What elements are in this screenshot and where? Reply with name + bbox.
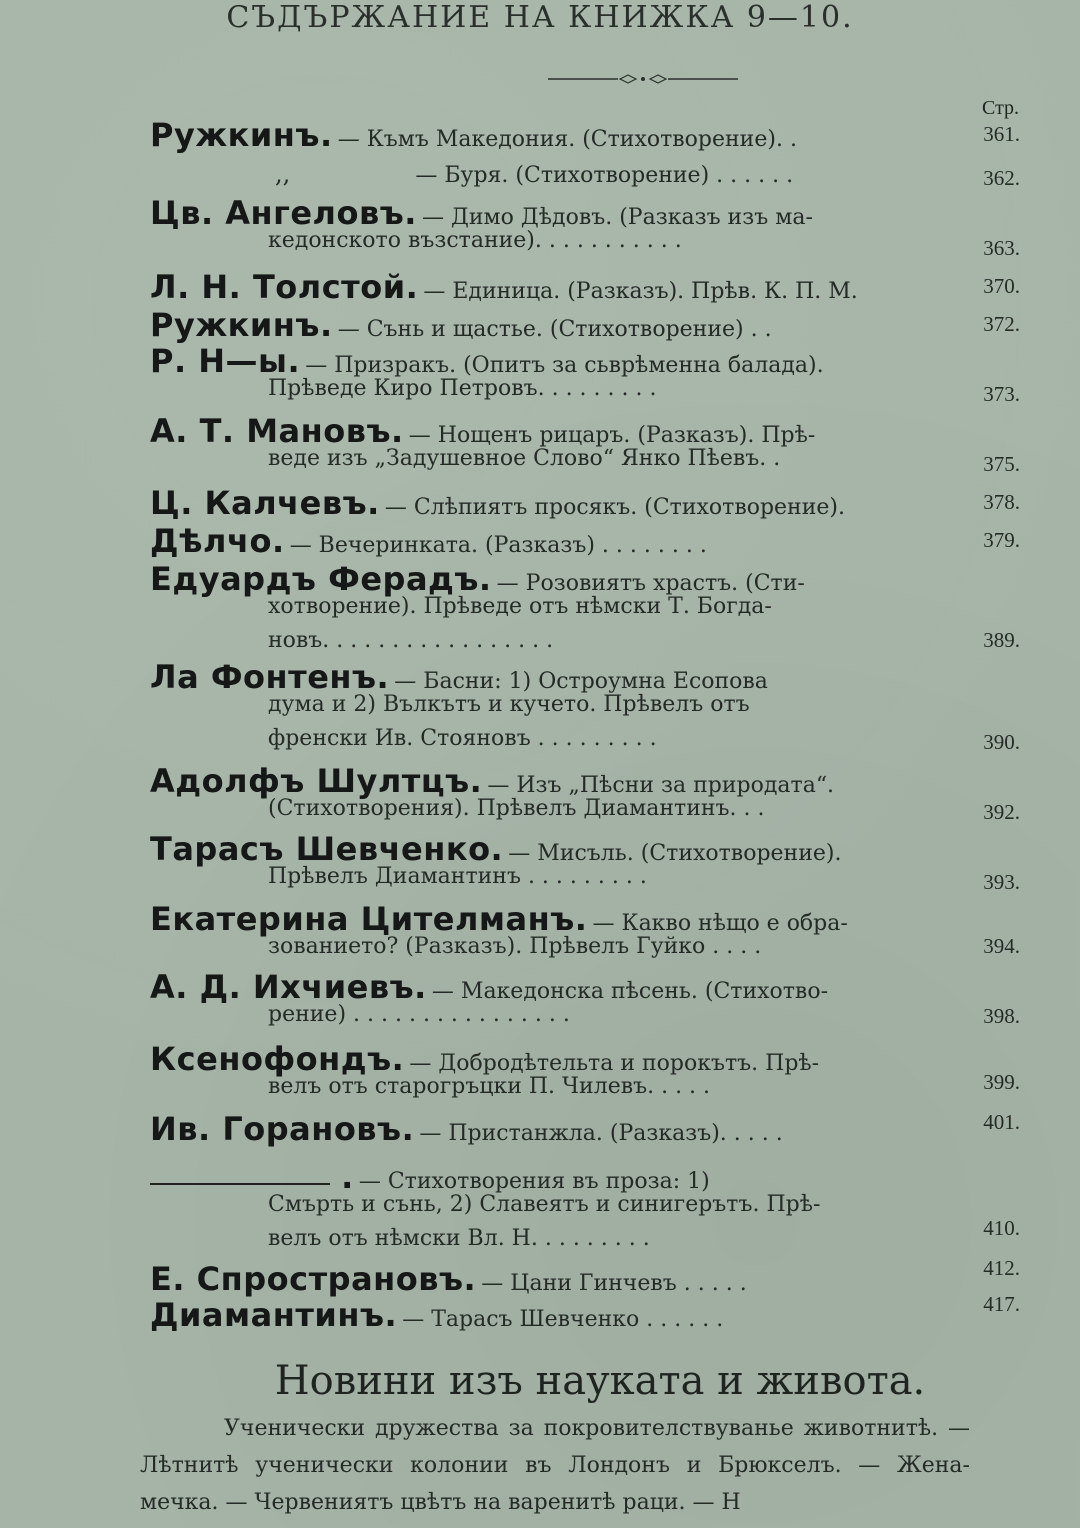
author-dash-placeholder bbox=[150, 1183, 330, 1185]
toc-page-number: 393. bbox=[983, 870, 1020, 894]
toc-author-ditto: ,, bbox=[275, 160, 291, 188]
toc-title-line: — Изъ „Пѣсни за природата“. bbox=[487, 773, 835, 798]
toc-author: Р. Н—ы. bbox=[150, 342, 301, 380]
toc-page-number: 390. bbox=[983, 730, 1020, 754]
toc-title-line: Прѣвелъ Диамантинъ . . . . . . . . . bbox=[268, 864, 647, 889]
toc-page-number: 417. bbox=[983, 1292, 1020, 1316]
toc-page-number: 372. bbox=[983, 312, 1020, 336]
toc-entry bbox=[150, 1292, 1020, 1334]
toc-title-line: — Мисъль. (Стихотворение). bbox=[508, 841, 842, 866]
toc-entry bbox=[150, 762, 1020, 830]
toc-author: Ц. Калчевъ. bbox=[150, 484, 380, 522]
toc-entry bbox=[150, 1110, 1020, 1148]
toc-title-line: — Призракъ. (Опитъ за сьврѣменна балада). bbox=[305, 353, 824, 378]
toc-entry bbox=[150, 1158, 1020, 1260]
page-column-label: Стр. bbox=[982, 97, 1020, 119]
toc-entry bbox=[150, 968, 1020, 1036]
toc-entry bbox=[150, 1256, 1020, 1298]
toc-title-line: зованието? (Разказъ). Прѣвелъ Гуйко . . . . bbox=[268, 934, 762, 959]
toc-title-line: — Слѣпиятъ просякъ. (Стихотворение). bbox=[384, 495, 845, 520]
toc-title-line: — Пристанжла. (Разказъ). . . . . bbox=[419, 1121, 783, 1146]
toc-author: Дѣлчо. bbox=[150, 522, 285, 560]
toc-page-number: 398. bbox=[983, 1004, 1020, 1028]
toc-page-number: 399. bbox=[983, 1070, 1020, 1094]
toc-title-line: — Димо Дѣдовъ. (Разказъ изъ ма- bbox=[422, 205, 813, 230]
toc-entry bbox=[150, 160, 1020, 194]
toc-entry bbox=[150, 560, 1020, 662]
toc-page-number: 394. bbox=[983, 934, 1020, 958]
toc-page-number: 373. bbox=[983, 382, 1020, 406]
toc-title-line: новъ. . . . . . . . . . . . . . . . . bbox=[268, 628, 554, 653]
toc-author: Ла Фонтенъ. bbox=[150, 658, 390, 696]
toc-entry bbox=[150, 342, 1020, 410]
toc-author: . bbox=[341, 1158, 354, 1196]
toc-author: Ив. Горановъ. bbox=[150, 1110, 415, 1148]
toc-title-line: велъ отъ нѣмски Вл. Н. . . . . . . . . bbox=[268, 1226, 650, 1251]
toc-title-line: хотворение). Прѣведе отъ нѣмски Т. Богда- bbox=[268, 594, 772, 619]
toc-title-line: веде изъ „Задушевное Слово“ Янко Пѣевъ. . bbox=[268, 446, 781, 471]
toc-title-line: велъ отъ старогръцки П. Чилевъ. . . . . bbox=[268, 1074, 711, 1099]
toc-title-line: кедонското възстание). . . . . . . . . . . bbox=[268, 228, 682, 253]
toc-entry bbox=[150, 522, 1020, 560]
toc-page-number: 362. bbox=[983, 166, 1020, 190]
toc-title-line: — Буря. (Стихотворение) . . . . . . bbox=[415, 163, 794, 188]
toc-author: Л. Н. Толстой. bbox=[150, 268, 419, 306]
toc-title-line: (Стихотворения). Прѣвелъ Диамантинъ. . . bbox=[268, 796, 765, 821]
toc-entry bbox=[150, 658, 1020, 760]
toc-author: Диамантинъ. bbox=[150, 1296, 398, 1334]
toc-author: Екатерина Цителманъ. bbox=[150, 900, 588, 938]
toc-title-line: рение) . . . . . . . . . . . . . . . . bbox=[268, 1002, 570, 1027]
news-paragraph: Ученически дружества за покровителствуванье животнитѣ. — Лѣтнитѣ ученически колонии въ Лондонъ и Брюкселъ. — Жена-мечка. — Червениятъ цвѣтъ на варенитѣ раци. — Н bbox=[140, 1416, 970, 1515]
toc-title-line: — Вечеринката. (Разказъ) . . . . . . . . bbox=[289, 533, 707, 558]
toc-author: Ружкинъ. bbox=[150, 306, 333, 344]
toc-title-line: — Добродѣтельта и порокътъ. Прѣ- bbox=[409, 1051, 820, 1076]
toc-page-number: 370. bbox=[983, 274, 1020, 298]
toc-entry bbox=[150, 116, 1020, 154]
toc-entry bbox=[150, 268, 1020, 306]
toc-title-line: — Розовиятъ храстъ. (Сти- bbox=[496, 571, 805, 596]
toc-title-line: — Сънь и щастье. (Стихотворение) . . bbox=[337, 317, 772, 342]
toc-page-number: 410. bbox=[983, 1216, 1020, 1240]
toc-author: Е. Спространовъ. bbox=[150, 1260, 477, 1298]
toc-title-line: — Какво нѣщо е обра- bbox=[592, 911, 848, 936]
toc-entry bbox=[150, 306, 1020, 344]
toc-title-line: — Тарасъ Шевченко . . . . . . bbox=[402, 1307, 724, 1332]
toc-page-number: 363. bbox=[983, 236, 1020, 260]
toc-title-line: — Македонска пѣсень. (Стихотво- bbox=[431, 979, 828, 1004]
toc-entry bbox=[150, 830, 1020, 898]
toc-title-line: — Стихотворения въ проза: 1) bbox=[358, 1169, 710, 1194]
toc-page-number: 412. bbox=[983, 1256, 1020, 1280]
toc-page-number: 361. bbox=[983, 122, 1020, 146]
toc-author: А. Т. Мановъ. bbox=[150, 412, 404, 450]
toc-page-number: 401. bbox=[983, 1110, 1020, 1134]
ornament-divider bbox=[548, 72, 738, 86]
toc-title-line: — Единица. (Разказъ). Прѣв. К. П. М. bbox=[423, 279, 858, 304]
toc-author: Адолфъ Шултцъ. bbox=[150, 762, 483, 800]
toc-title-line: дума и 2) Вълкътъ и кучето. Прѣвелъ отъ bbox=[268, 692, 750, 717]
toc-page-number: 375. bbox=[983, 452, 1020, 476]
toc-author: Цв. Ангеловъ. bbox=[150, 194, 417, 232]
section-title: Новини изъ науката и живота. bbox=[274, 1358, 926, 1404]
toc-page-number: 389. bbox=[983, 628, 1020, 652]
toc-entry bbox=[150, 900, 1020, 968]
toc-author: Ружкинъ. bbox=[150, 116, 333, 154]
toc-title-line: — Къмъ Македония. (Стихотворение). . bbox=[337, 127, 797, 152]
toc-title-line: — Цани Гинчевъ . . . . . bbox=[481, 1271, 747, 1296]
toc-title-line: Смърть и сънь, 2) Славеятъ и синигерътъ. Прѣ- bbox=[268, 1192, 821, 1217]
toc-title-line: — Басни: 1) Остроумна Есопова bbox=[394, 669, 768, 694]
toc-entry bbox=[150, 484, 1020, 522]
toc-page-number: 379. bbox=[983, 528, 1020, 552]
toc-author: Едуардъ Ферадъ. bbox=[150, 560, 492, 598]
toc-entry bbox=[150, 1040, 1020, 1108]
page-title: СЪДЪРЖАНИЕ НА КНИЖКА 9—10. bbox=[226, 0, 854, 35]
toc-author: Тарасъ Шевченко. bbox=[150, 830, 504, 868]
toc-entry bbox=[150, 412, 1020, 480]
toc-author: Ксенофондъ. bbox=[150, 1040, 405, 1078]
toc-title-line: — Нощенъ рицаръ. (Разказъ). Прѣ- bbox=[408, 423, 816, 448]
toc-author: А. Д. Ихчиевъ. bbox=[150, 968, 427, 1006]
toc-page-number: 378. bbox=[983, 490, 1020, 514]
toc-title-line: френски Ив. Стояновъ . . . . . . . . . bbox=[268, 726, 657, 751]
toc-page-number: 392. bbox=[983, 800, 1020, 824]
toc-title-line: Прѣведе Киро Петровъ. . . . . . . . . bbox=[268, 376, 657, 401]
toc-entry bbox=[150, 194, 1020, 262]
